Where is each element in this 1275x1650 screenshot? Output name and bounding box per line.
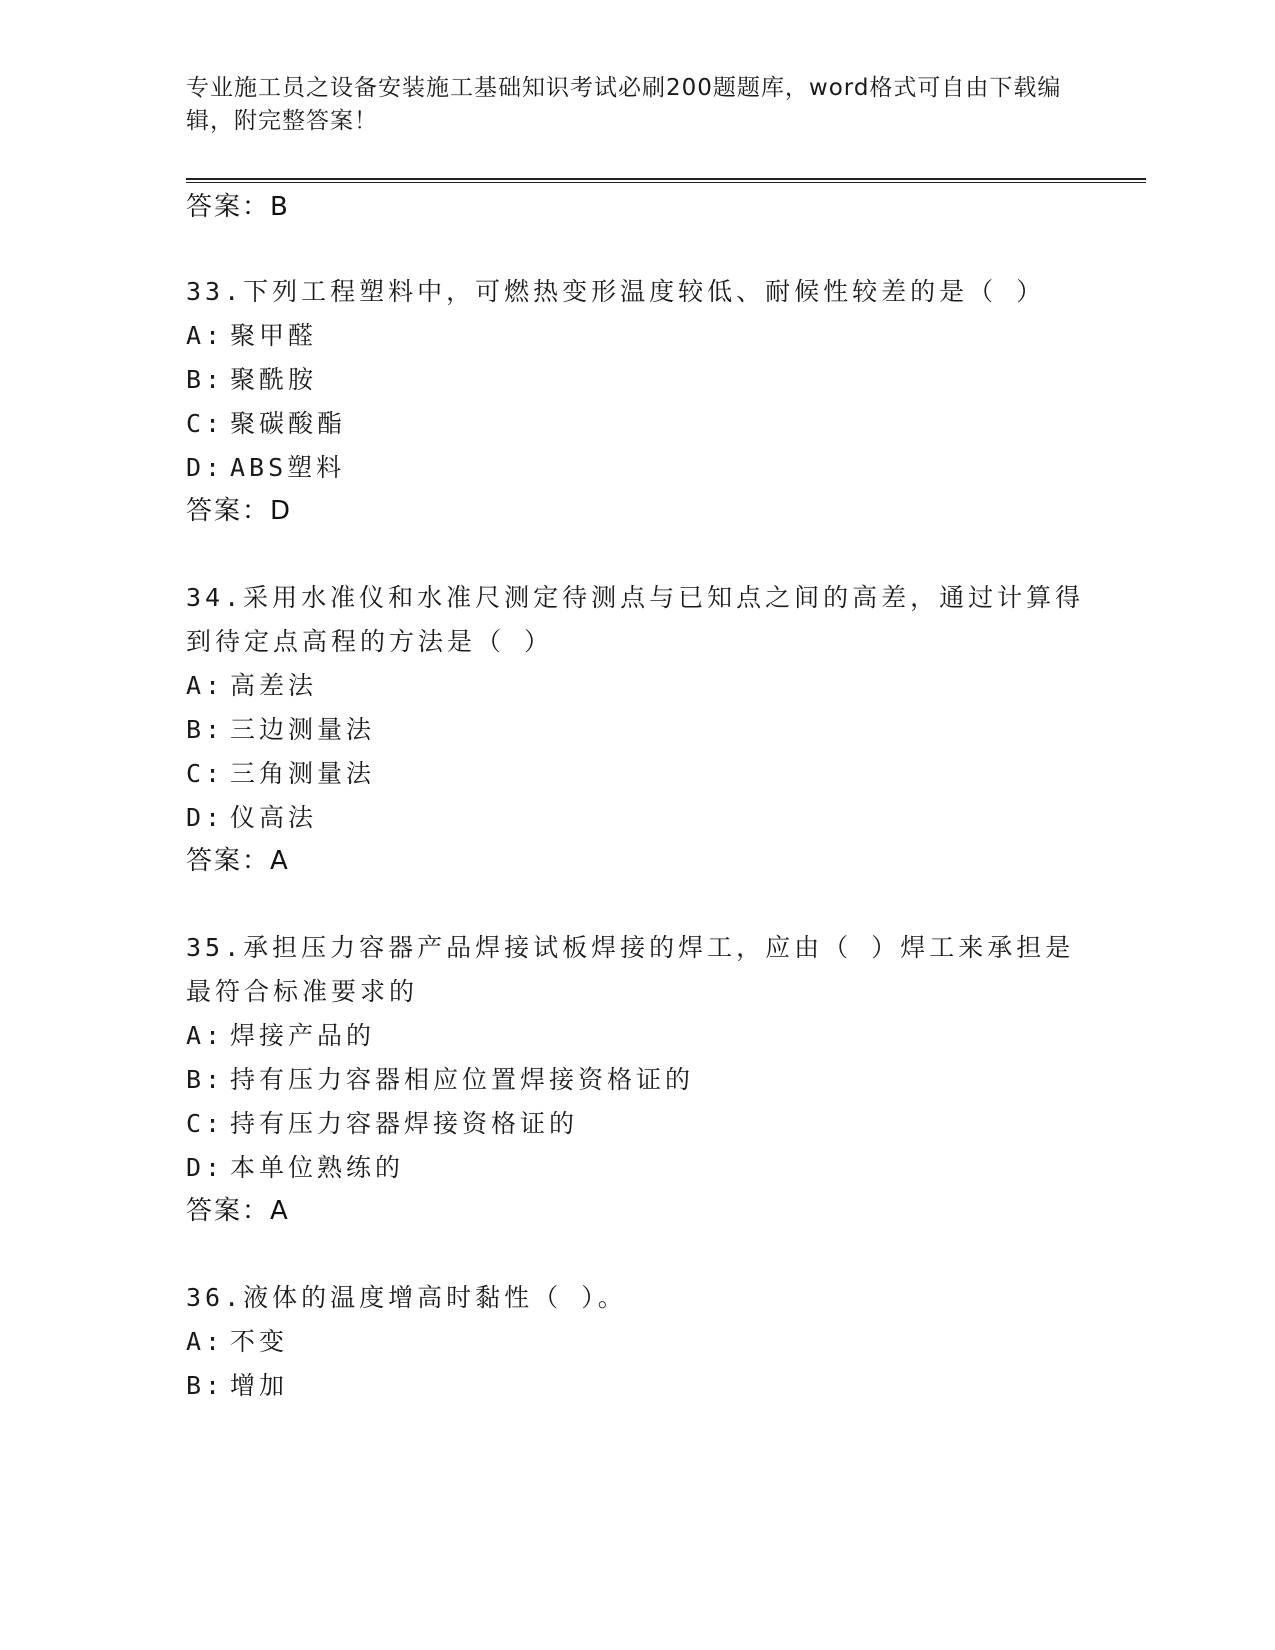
option-letter: A: xyxy=(186,321,225,350)
option-text: 持有压力容器焊接资格证的 xyxy=(230,1109,579,1138)
option-text: 不变 xyxy=(230,1327,289,1356)
question-stem: 34.采用水准仪和水准尺测定待测点与已知点之间的高差，通过计算得 xyxy=(186,583,1085,612)
option-text: 三角测量法 xyxy=(230,759,376,788)
option-letter: C: xyxy=(186,1109,225,1138)
option-letter: B: xyxy=(186,1065,225,1094)
option-letter: D: xyxy=(186,453,225,482)
option-text: 高差法 xyxy=(230,671,318,700)
answer-line: 答案：B xyxy=(186,192,290,222)
answer-line: 答案：A xyxy=(186,1196,290,1226)
question-stem: 36.液体的温度增高时黏性（ ）。 xyxy=(186,1283,627,1312)
question-stem: 35.承担压力容器产品焊接试板焊接的焊工，应由（ ）焊工来承担是 xyxy=(186,933,1075,962)
question-stem-cont: 到待定点高程的方法是（ ） xyxy=(186,627,554,656)
option-text: 本单位熟练的 xyxy=(230,1153,405,1182)
option-letter: C: xyxy=(186,409,225,438)
answer-line: 答案：D xyxy=(186,496,293,526)
option-c xyxy=(186,754,375,790)
option-letter: A: xyxy=(186,671,225,700)
option-letter: D: xyxy=(186,803,225,832)
option-text: 焊接产品的 xyxy=(230,1021,376,1050)
option-letter: B: xyxy=(186,1371,225,1400)
option-letter: A: xyxy=(186,1021,225,1050)
option-text: 聚甲醛 xyxy=(230,321,318,350)
option-text: 持有压力容器相应位置焊接资格证的 xyxy=(230,1065,695,1094)
option-text: 聚碳酸酯 xyxy=(230,409,347,438)
option-letter: D: xyxy=(186,1153,225,1182)
option-b xyxy=(186,360,317,396)
option-c xyxy=(186,404,346,440)
option-d xyxy=(186,1148,404,1184)
question-stem: 33.下列工程塑料中，可燃热变形温度较低、耐候性较差的是（ ） xyxy=(186,277,1046,306)
option-letter: A: xyxy=(186,1327,225,1356)
option-text: 聚酰胺 xyxy=(230,365,318,394)
option-a xyxy=(186,1016,375,1052)
option-a xyxy=(186,316,317,352)
option-a xyxy=(186,1322,288,1358)
option-letter: B: xyxy=(186,365,225,394)
question-stem-cont: 最符合标准要求的 xyxy=(186,977,419,1006)
option-text: 三边测量法 xyxy=(230,715,376,744)
answer-line: 答案：A xyxy=(186,846,290,876)
option-b xyxy=(186,1366,288,1402)
option-text: ABS塑料 xyxy=(230,453,346,482)
option-b xyxy=(186,1060,694,1096)
header-divider xyxy=(186,178,1146,183)
option-letter: C: xyxy=(186,759,225,788)
option-d xyxy=(186,448,345,484)
option-text: 增加 xyxy=(230,1371,289,1400)
option-b xyxy=(186,710,375,746)
option-letter: B: xyxy=(186,715,225,744)
option-d xyxy=(186,798,317,834)
option-c xyxy=(186,1104,578,1140)
option-text: 仪高法 xyxy=(230,803,318,832)
option-a xyxy=(186,666,317,702)
document-header: 专业施工员之设备安装施工基础知识考试必刷200题题库，word格式可自由下载编辑，附完整答案！ xyxy=(186,75,1062,134)
